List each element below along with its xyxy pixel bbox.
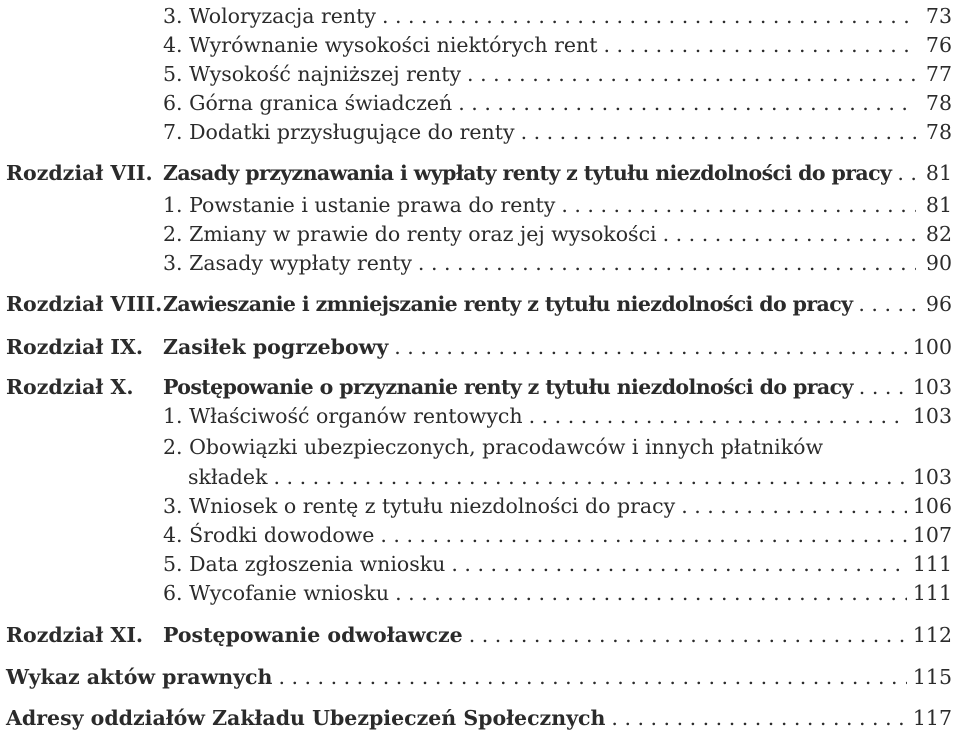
page-number: 81 [925,161,952,185]
toc-entry [0,578,960,608]
dot-leader [382,1,916,31]
toc-entry [0,703,960,733]
entry-title: 2. Zmiany w prawie do renty oraz jej wysokości [163,222,657,246]
dot-leader [611,703,906,733]
entry-title: 1. Właściwość organów rentowych [163,404,523,428]
page-number: 111 [912,552,952,576]
toc-entry [0,662,960,692]
toc-entry [0,88,960,118]
chapter-entry [0,372,960,402]
dot-leader [451,549,906,579]
chapter-title: Zasiłek pogrzebowy [163,335,389,359]
dot-leader [897,158,916,188]
toc-entry [0,491,960,521]
dot-leader [278,662,906,692]
entry-title: 5. Data zgłoszenia wniosku [163,552,446,576]
entry-title: 4. Wyrównanie wysokości niektórych rent [163,33,598,57]
page-number: 81 [925,193,952,217]
chapter-label: Rozdział IX. [6,335,144,359]
page-number: 103 [912,465,952,489]
dot-leader [561,190,916,220]
entry-title: Wykaz aktów prawnych [6,665,273,689]
toc-entry [0,219,960,249]
entry-title: Adresy oddziałów Zakładu Ubezpieczeń Społecznych [6,706,606,730]
dot-leader [467,59,916,89]
chapter-entry [0,620,960,650]
chapter-label: Rozdział X. [6,375,134,399]
toc-entry [0,59,960,89]
dot-leader [521,117,916,147]
chapter-title: Zasady przyznawania i wypłaty renty z tytułu niezdolności do pracy [163,161,892,185]
entry-title: 7. Dodatki przysługujące do renty [163,120,515,144]
chapter-entry [0,289,960,319]
dot-leader [458,88,916,118]
toc-entry [0,117,960,147]
dot-leader [418,248,916,278]
dot-leader [681,491,907,521]
entry-title: 1. Powstanie i ustanie prawa do renty [163,193,556,217]
page-number: 111 [912,581,952,605]
dot-leader [395,578,907,608]
dot-leader [603,30,916,60]
toc-entry [0,462,960,492]
entry-title: 6. Górna granica świadczeń [163,91,453,115]
toc-entry [0,520,960,550]
page-number: 76 [925,33,952,57]
chapter-label: Rozdział XI. [6,623,144,647]
page-number: 103 [912,375,952,399]
chapter-title: Zawieszanie i zmniejszanie renty z tytułu niezdolności do pracy [163,292,853,316]
dot-leader [394,332,907,362]
toc-entry [0,549,960,579]
page-number: 77 [925,62,952,86]
toc-entry [0,30,960,60]
page-number: 115 [912,665,952,689]
page-number: 103 [912,404,952,428]
page-number: 117 [912,706,952,730]
dot-leader [663,219,916,249]
toc-entry [0,1,960,31]
chapter-entry [0,332,960,362]
dot-leader [858,289,916,319]
page-number: 82 [925,222,952,246]
entry-title: 3. Zasady wypłaty renty [163,251,412,275]
page-number: 96 [925,292,952,316]
entry-title-continuation: składek [188,465,268,489]
entry-title: 4. Środki dowodowe [163,523,375,547]
page-number: 112 [912,623,952,647]
page-number: 73 [925,4,952,28]
toc-entry [0,248,960,278]
entry-title: 5. Wysokość najniższej renty [163,62,462,86]
page-number: 100 [912,335,952,359]
chapter-label: Rozdział VIII. [6,292,163,316]
dot-leader [380,520,906,550]
dot-leader [859,372,907,402]
entry-title: 6. Wycofanie wniosku [163,581,390,605]
page-number: 107 [912,523,952,547]
toc-entry [0,401,960,431]
dot-leader [469,620,907,650]
entry-title: 3. Wniosek o rentę z tytułu niezdolności do pracy [163,494,676,518]
chapter-label: Rozdział VII. [6,161,153,185]
dot-leader [274,462,907,492]
dot-leader [529,401,907,431]
toc-entry [0,190,960,220]
page-number: 78 [925,91,952,115]
chapter-entry [0,158,960,188]
page-number: 106 [912,494,952,518]
page-number: 78 [925,120,952,144]
chapter-title: Postępowanie o przyznanie renty z tytułu niezdolności do pracy [163,375,853,399]
entry-title-first-line: 2. Obowiązki ubezpieczonych, pracodawców i innych płatników [163,435,824,459]
chapter-title: Postępowanie odwoławcze [163,623,463,647]
entry-title: 3. Woloryzacja renty [163,4,376,28]
page-number: 90 [925,251,952,275]
